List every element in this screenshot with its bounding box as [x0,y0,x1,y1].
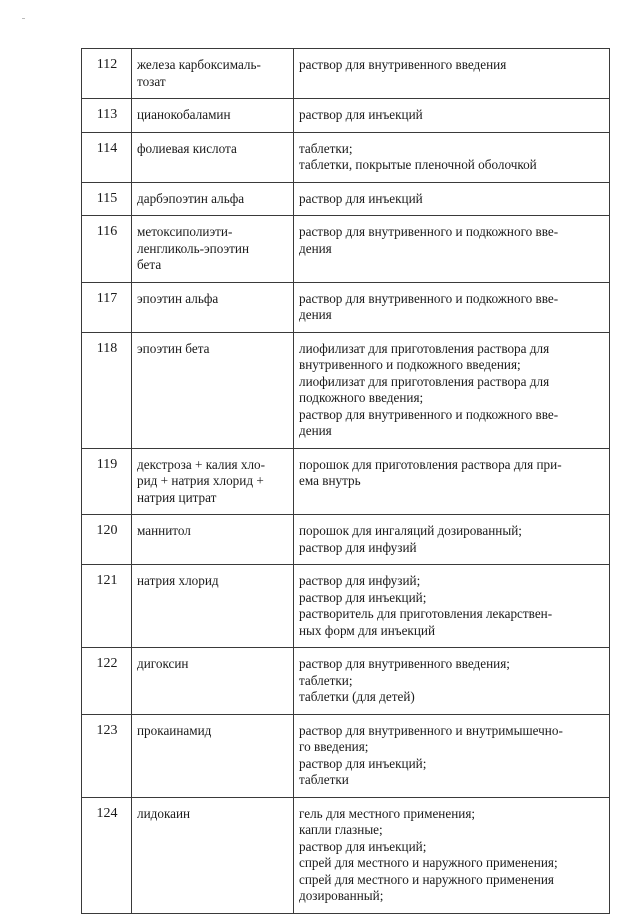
dosage-form-line: дозированный; [299,888,384,903]
drug-name-line: ленгликоль-эпоэтин [137,240,250,256]
dosage-form-line: раствор для инъекций; [299,838,427,854]
dosage-form-cell [294,182,610,216]
dosage-form-line: раствор для инфузий; [299,573,421,588]
dosage-form-line: спрей для местного и наружного применения [299,871,554,887]
drug-name-cell [132,448,294,515]
drug-name-line: эпоэтин альфа [137,290,219,306]
dosage-form-cell [294,282,610,332]
dosage-form-line: дения [299,240,332,256]
dosage-form-line: таблетки, покрытые пленочной оболочкой [299,157,537,172]
table-row [82,99,610,133]
drug-name-cell [132,132,294,182]
drug-name-line: бета [137,257,162,272]
table-row [82,648,610,715]
table-row [82,332,610,448]
table-row [82,216,610,283]
dosage-form-cell [294,565,610,648]
table-row [82,565,610,648]
table-row [82,714,610,797]
dosage-form-line: раствор для инъекций [299,190,423,206]
drug-name-cell [132,49,294,99]
row-number: 121 [82,565,132,648]
drug-name-cell [132,565,294,648]
dosage-form-line: подкожного введения; [299,390,424,405]
row-number: 122 [82,648,132,715]
table-row [82,49,610,99]
drug-name-line: натрия хлорид [137,573,219,588]
drug-name-line: тозат [137,73,166,89]
dosage-form-line: раствор для инъекций; [299,589,427,605]
table-row [82,182,610,216]
dosage-form-line: порошок для приготовления раствора для при- [299,456,562,472]
drug-name-line: железа карбоксималь- [137,57,261,72]
row-number: 119 [82,448,132,515]
drug-name-line: метоксиполиэти- [137,224,233,239]
drug-name-line: прокаинамид [137,722,212,738]
drug-name-cell [132,216,294,283]
table-row [82,448,610,515]
dosage-form-line: лиофилизат для приготовления раствора для [299,373,550,389]
drug-table [81,48,610,914]
drug-name-line: декстроза + калия хло- [137,456,266,472]
row-number: 124 [82,797,132,913]
dosage-form-line: раствор для инъекций [299,107,423,122]
dosage-form-line: капли глазные; [299,822,383,837]
drug-name-line: натрия цитрат [137,489,217,505]
dosage-form-line: раствор для внутривенного и подкожного вве- [299,406,559,422]
dosage-form-line: таблетки; [299,672,353,688]
row-number: 116 [82,216,132,283]
drug-name-line: дарбэпоэтин альфа [137,190,245,206]
dosage-form-line: ема внутрь [299,473,361,488]
dosage-form-cell [294,49,610,99]
scan-mark [22,18,25,19]
drug-name-cell [132,182,294,216]
dosage-form-line: таблетки (для детей) [299,689,415,704]
drug-name-cell [132,648,294,715]
drug-name-line: дигоксин [137,656,189,671]
row-number: 115 [82,182,132,216]
dosage-form-line: лиофилизат для приготовления раствора для [299,340,550,356]
drug-name-cell [132,714,294,797]
row-number: 113 [82,99,132,133]
drug-name-line: эпоэтин бета [137,340,210,356]
dosage-form-cell [294,714,610,797]
dosage-form-line: ных форм для инъекций [299,622,436,638]
dosage-form-line: внутривенного и подкожного введения; [299,357,521,372]
drug-name-line: маннитол [137,523,191,538]
row-number: 123 [82,714,132,797]
row-number: 112 [82,49,132,99]
row-number: 118 [82,332,132,448]
drug-name-cell [132,99,294,133]
table-row [82,282,610,332]
dosage-form-line: раствор для внутривенного введения [299,57,507,72]
drug-name-cell [132,515,294,565]
dosage-form-cell [294,99,610,133]
row-number: 114 [82,132,132,182]
dosage-form-line: раствор для внутривенного и подкожного вве- [299,224,559,239]
table-row [82,515,610,565]
dosage-form-line: раствор для инъекций; [299,755,427,771]
dosage-form-line: дения [299,307,332,322]
dosage-form-cell [294,448,610,515]
drug-name-cell [132,797,294,913]
table-row [82,797,610,913]
dosage-form-cell [294,515,610,565]
dosage-form-cell [294,332,610,448]
dosage-form-cell [294,648,610,715]
dosage-form-cell [294,132,610,182]
dosage-form-line: порошок для ингаляций дозированный; [299,523,522,538]
dosage-form-line: дения [299,423,332,438]
row-number: 117 [82,282,132,332]
drug-name-line: лидокаин [137,805,191,821]
dosage-form-line: таблетки; [299,140,353,156]
dosage-form-cell [294,797,610,913]
dosage-form-line: го введения; [299,739,369,754]
drug-name-line: цианокобаламин [137,107,231,122]
dosage-form-cell [294,216,610,283]
drug-name-cell [132,282,294,332]
table-row [82,132,610,182]
dosage-form-line: гель для местного применения; [299,805,476,821]
drug-name-cell [132,332,294,448]
dosage-form-line: растворитель для приготовления лекарствен- [299,606,553,621]
dosage-form-line: спрей для местного и наружного применения; [299,855,558,870]
dosage-form-line: таблетки [299,772,349,787]
row-number: 120 [82,515,132,565]
dosage-form-line: раствор для внутривенного и внутримышечно- [299,722,563,738]
drug-name-line: фолиевая кислота [137,140,237,156]
table-body [82,49,610,914]
dosage-form-line: раствор для внутривенного и подкожного вве- [299,290,559,306]
drug-name-line: рид + натрия хлорид + [137,473,264,488]
dosage-form-line: раствор для внутривенного введения; [299,656,510,671]
dosage-form-line: раствор для инфузий [299,539,417,555]
